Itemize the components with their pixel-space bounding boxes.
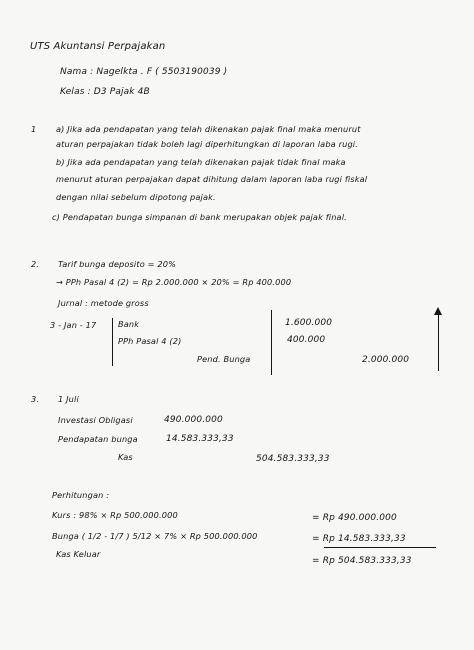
q1-a-line2: aturan perpajakan tidak boleh lagi diperhitungkan di laporan laba rugi. bbox=[56, 139, 358, 149]
q3-row3-value: 504.583.333,33 bbox=[256, 454, 330, 464]
q3-total-underline bbox=[324, 547, 436, 548]
q3-date: 1 Juli bbox=[58, 394, 79, 404]
q3-calc-heading: Perhitungan : bbox=[52, 490, 110, 500]
q2-debit-divider bbox=[271, 310, 272, 375]
q1-number: 1 bbox=[31, 124, 37, 134]
q2-journal-method: Jurnal : metode gross bbox=[58, 298, 149, 308]
q2-row3-credit: 2.000.000 bbox=[362, 355, 410, 365]
q3-bunga-label: Bunga ( 1/2 - 1/7 ) 5/12 × 7% × Rp 500.000.000 bbox=[52, 531, 258, 541]
q1-c-line1: c) Pendapatan bunga simpanan di bank merupakan objek pajak final. bbox=[52, 212, 347, 222]
q1-b-line2: menurut aturan perpajakan dapat dihitung dalam laporan laba rugi fiskal bbox=[56, 174, 368, 184]
q3-kas-value: = Rp 504.583.333,33 bbox=[312, 556, 412, 566]
q2-row1-account: Bank bbox=[118, 319, 140, 329]
q3-row1-value: 490.000.000 bbox=[164, 415, 223, 425]
q2-calculation: → PPh Pasal 4 (2) = Rp 2.000.000 × 20% = Rp 400.000 bbox=[56, 277, 292, 287]
q3-row3-account: Kas bbox=[118, 452, 133, 462]
q2-credit-divider bbox=[438, 313, 439, 371]
q3-row2-value: 14.583.333,33 bbox=[166, 434, 234, 444]
q1-b-line3: dengan nilai sebelum dipotong pajak. bbox=[56, 192, 216, 202]
q3-kas-label: Kas Keluar bbox=[56, 549, 101, 559]
q2-rate: Tarif bunga deposito = 20% bbox=[58, 259, 177, 269]
q3-row2-account: Pendapatan bunga bbox=[58, 434, 138, 444]
student-class: Kelas : D3 Pajak 4B bbox=[60, 87, 150, 97]
q2-number: 2. bbox=[31, 259, 40, 269]
q3-row1-account: Investasi Obligasi bbox=[58, 415, 133, 425]
q3-number: 3. bbox=[31, 394, 40, 404]
q2-row2-account: PPh Pasal 4 (2) bbox=[118, 336, 182, 346]
q2-row2-debit: 400.000 bbox=[287, 335, 326, 345]
q2-row3-account: Pend. Bunga bbox=[197, 354, 251, 364]
q1-a-line1: a) Jika ada pendapatan yang telah dikenakan pajak final maka menurut bbox=[56, 124, 361, 134]
document-title: UTS Akuntansi Perpajakan bbox=[30, 41, 166, 52]
q3-kurs-value: = Rp 490.000.000 bbox=[312, 513, 397, 523]
q3-bunga-value: = Rp 14.583.333,33 bbox=[312, 534, 406, 544]
q2-account-divider bbox=[112, 318, 113, 366]
arrow-up-icon bbox=[434, 307, 442, 315]
q2-row1-debit: 1.600.000 bbox=[285, 318, 333, 328]
q3-kurs-label: Kurs : 98% × Rp 500.000.000 bbox=[52, 510, 178, 520]
q2-journal-date: 3 - Jan - 17 bbox=[50, 320, 97, 330]
q1-b-line1: b) Jika ada pendapatan yang telah dikenakan pajak tidak final maka bbox=[56, 157, 346, 167]
student-name: Nama : Nagelkta . F ( 5503190039 ) bbox=[60, 67, 228, 77]
